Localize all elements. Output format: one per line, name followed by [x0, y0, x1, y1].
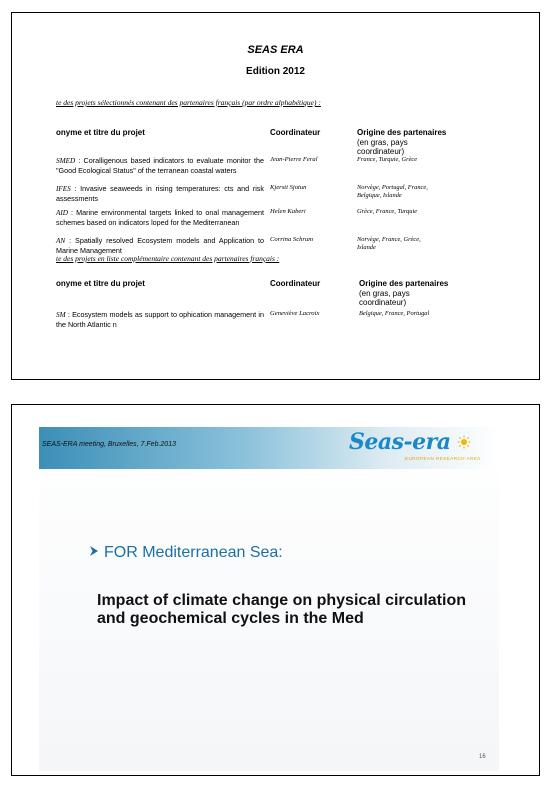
project-title: : Ecosystem models as support to ophication management in the North Atlantic n: [56, 310, 264, 330]
project-title: : Invasive seaweeds in rising temperatures: cts and risk assessments: [56, 184, 264, 204]
project-acronym: AID: [56, 209, 68, 217]
project-origin: Grèce, France, Turquie: [357, 208, 418, 215]
bullet-heading: [88, 544, 283, 562]
project-acronym: SMED: [56, 157, 76, 165]
project-origin: Norvège, Portugal, France, Belgique, Islande: [357, 184, 428, 200]
header-coordinator: Coordinateur: [270, 279, 321, 288]
bullet-text: FOR Mediterranean Sea:: [104, 544, 283, 561]
project-coordinator: Kjersti Sjotun: [270, 184, 307, 191]
table-row: [56, 236, 264, 255]
project-coordinator: Corrina Schrum: [270, 236, 314, 243]
header-project: onyme et titre du projet: [56, 128, 145, 137]
header-origin-bold: Origine des partenaires: [357, 128, 447, 137]
slide-page: [11, 404, 540, 776]
table-row: [56, 156, 264, 175]
sun-icon: [457, 435, 471, 449]
logo-subtext: EUROPEAN RESEARCH AREA: [405, 456, 481, 461]
table-row: [56, 208, 264, 227]
table-row: [56, 184, 264, 203]
arrow-right-icon: [88, 545, 100, 557]
logo-text: Seas-era: [349, 429, 451, 455]
project-origin: France, Turquie, Grèce: [357, 156, 418, 163]
project-origin: Norvège, France, Grèce, Islande: [357, 236, 421, 252]
slide-main-text: Impact of climate change on physical circulation and geochemical cycles in the Med: [97, 592, 466, 627]
header-origin-note: (en gras, pays coordinateur): [359, 288, 410, 307]
header-coordinator: Coordinateur: [270, 128, 321, 137]
project-acronym: SM: [56, 311, 66, 319]
header-origin-note: (en gras, pays coordinateur): [357, 137, 408, 156]
seas-era-logo: [345, 429, 481, 469]
project-title: : Spatially resolved Ecosystem models and Application to Marine Management: [56, 236, 264, 256]
slide: [39, 427, 499, 771]
table-row: [56, 310, 264, 329]
project-acronym: AN: [56, 237, 66, 245]
project-acronym: IFES: [56, 185, 71, 193]
page-number: 16: [479, 754, 486, 760]
document-title: SEAS ERA: [247, 44, 304, 56]
document-edition: Edition 2012: [246, 66, 305, 77]
header-origin: [359, 279, 451, 308]
project-title: : Marine environmental targets linked to onal management schemes based on indicators loped for the Mediterranean: [56, 208, 264, 228]
project-coordinator: Geneviève Lacroix: [270, 310, 320, 317]
section-note-complementary: te des projets en liste complémentaire contenant des partenaires français :: [56, 254, 280, 263]
header-origin-bold: Origine des partenaires: [359, 279, 449, 288]
header-project: onyme et titre du projet: [56, 279, 145, 288]
project-origin: Belgique, France, Portugal: [359, 310, 430, 317]
project-title: : Coralligenous based indicators to evaluate monitor the "Good Ecological Status" of the terranean coastal waters: [56, 156, 264, 176]
meeting-label: SEAS-ERA meeting, Bruxelles, 7.Feb.2013: [42, 441, 176, 448]
header-origin: [357, 128, 449, 157]
section-note-selected: te des projets sélectionnés contenant des partenaires français (par ordre alphabétique) :: [56, 98, 321, 107]
document-page: [11, 12, 540, 380]
project-coordinator: Helen Kaberi: [270, 208, 306, 215]
project-coordinator: Jean-Pierre Feral: [270, 156, 318, 163]
